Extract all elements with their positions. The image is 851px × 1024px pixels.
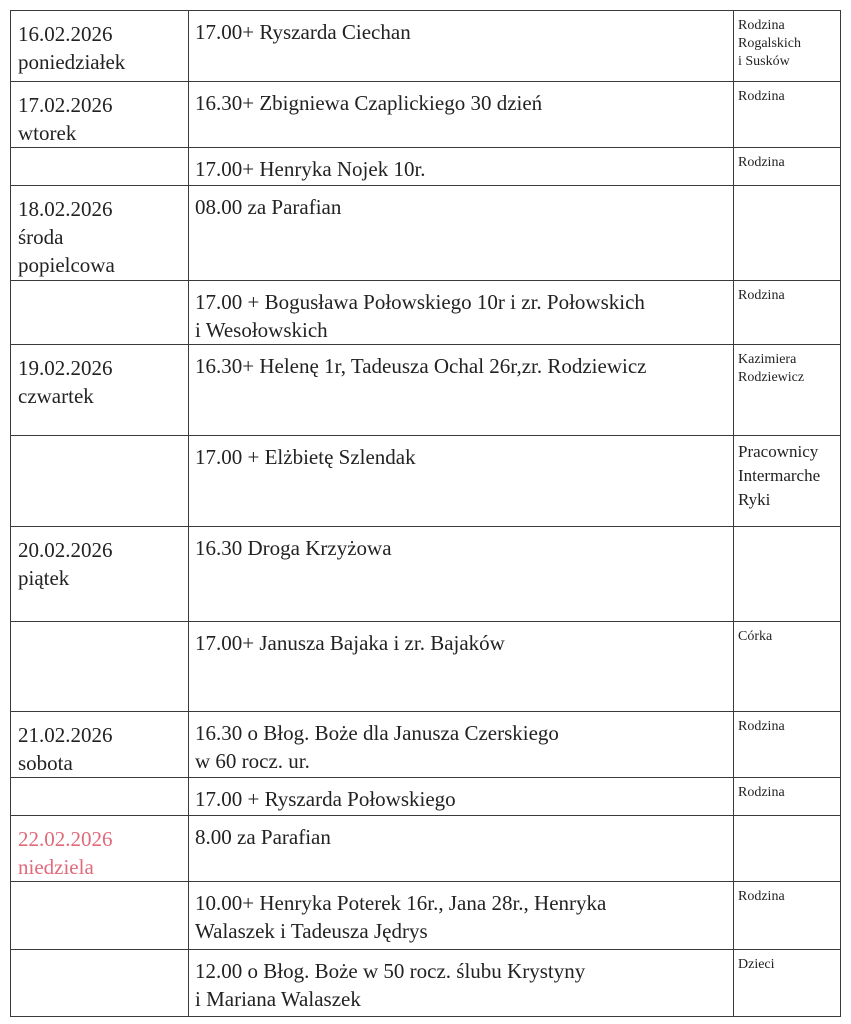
intention-cell — [189, 816, 734, 882]
intention-text: i Wesołowskich — [195, 318, 328, 342]
intention-text: 16.30+ Zbigniewa Czaplickiego 30 dzień — [195, 91, 543, 115]
date-text: 16.02.2026 — [18, 22, 113, 46]
table-row — [11, 527, 841, 622]
weekday-text: środa — [18, 225, 64, 249]
intention-cell — [189, 82, 734, 148]
intention-text: Walaszek i Tadeusza Jędrys — [195, 919, 428, 943]
intention-text: 17.00 + Bogusława Połowskiego 10r i zr. Połowskich — [195, 290, 645, 314]
date-cell — [11, 186, 189, 281]
weekday-note: popielcowa — [18, 253, 115, 277]
date-cell — [11, 281, 189, 345]
intention-text: 16.30+ Helenę 1r, Tadeusza Ochal 26r,zr. Rodziewicz — [195, 354, 647, 378]
date-cell — [11, 882, 189, 950]
requester-text: Rodzina — [738, 785, 785, 800]
requester-cell — [734, 436, 841, 527]
table-row — [11, 778, 841, 816]
intention-text: w 60 rocz. ur. — [195, 749, 310, 773]
requester-cell — [734, 622, 841, 712]
date-cell — [11, 82, 189, 148]
weekday-text: niedziela — [18, 855, 94, 879]
requester-cell — [734, 345, 841, 436]
date-text: 22.02.2026 — [18, 827, 113, 851]
intention-cell — [189, 11, 734, 82]
table-row — [11, 11, 841, 82]
intention-cell — [189, 950, 734, 1017]
weekday-text: piątek — [18, 566, 70, 590]
intention-text: i Mariana Walaszek — [195, 987, 361, 1011]
table-row — [11, 882, 841, 950]
intention-cell — [189, 622, 734, 712]
intentions-grid — [10, 10, 841, 1017]
date-cell — [11, 712, 189, 778]
requester-cell — [734, 527, 841, 622]
intention-text: 16.30 Droga Krzyżowa — [195, 536, 392, 560]
intention-cell — [189, 148, 734, 186]
requester-cell — [734, 778, 841, 816]
requester-text: Pracownicy — [738, 442, 819, 461]
requester-text: Rodzina — [738, 18, 785, 33]
date-cell — [11, 622, 189, 712]
weekday-text: wtorek — [18, 121, 77, 145]
intention-cell — [189, 882, 734, 950]
table-row — [11, 816, 841, 882]
intention-cell — [189, 527, 734, 622]
intention-text: 17.00+ Henryka Nojek 10r. — [195, 157, 426, 181]
date-text: 17.02.2026 — [18, 93, 113, 117]
weekday-text: sobota — [18, 751, 73, 775]
requester-text: Rodziewicz — [738, 370, 805, 385]
date-cell — [11, 148, 189, 186]
mass-intentions-table — [10, 10, 841, 1017]
intention-text: 17.00+ Janusza Bajaka i zr. Bajaków — [195, 631, 505, 655]
requester-cell — [734, 11, 841, 82]
table-row — [11, 950, 841, 1017]
intention-text: 16.30 o Błog. Boże dla Janusza Czerskiego — [195, 721, 559, 745]
date-text: 21.02.2026 — [18, 723, 113, 747]
requester-text: Rodzina — [738, 719, 785, 734]
requester-text: Rodzina — [738, 155, 785, 170]
requester-cell — [734, 281, 841, 345]
requester-text: Ryki — [738, 490, 771, 509]
requester-cell — [734, 148, 841, 186]
requester-text: Intermarche — [738, 466, 821, 485]
intention-text: 17.00+ Ryszarda Ciechan — [195, 20, 411, 44]
date-text: 20.02.2026 — [18, 538, 113, 562]
intention-text: 8.00 za Parafian — [195, 825, 331, 849]
requester-cell — [734, 712, 841, 778]
table-row — [11, 622, 841, 712]
weekday-text: poniedziałek — [18, 50, 126, 74]
requester-text: Rodzina — [738, 89, 785, 104]
requester-text: Rodzina — [738, 288, 785, 303]
intention-text: 12.00 o Błog. Boże w 50 rocz. ślubu Krystyny — [195, 959, 586, 983]
weekday-text: czwartek — [18, 384, 94, 408]
date-text: 19.02.2026 — [18, 356, 113, 380]
intention-text: 17.00 + Ryszarda Połowskiego — [195, 787, 456, 811]
intention-text: 08.00 za Parafian — [195, 195, 342, 219]
date-cell — [11, 436, 189, 527]
table-row — [11, 281, 841, 345]
requester-cell — [734, 186, 841, 281]
date-cell-sunday — [11, 816, 189, 882]
requester-cell — [734, 82, 841, 148]
requester-cell — [734, 816, 841, 882]
date-cell — [11, 950, 189, 1017]
date-cell — [11, 778, 189, 816]
date-text: 18.02.2026 — [18, 197, 113, 221]
intention-text: 10.00+ Henryka Poterek 16r., Jana 28r., Henryka — [195, 891, 607, 915]
requester-text: Dzieci — [738, 957, 775, 972]
requester-text: Rogalskich — [738, 36, 801, 51]
intention-cell — [189, 778, 734, 816]
table-row — [11, 148, 841, 186]
intention-cell — [189, 281, 734, 345]
table-row — [11, 345, 841, 436]
requester-cell — [734, 882, 841, 950]
table-row — [11, 82, 841, 148]
intention-cell — [189, 436, 734, 527]
date-cell — [11, 345, 189, 436]
requester-cell — [734, 950, 841, 1017]
requester-text: i Susków — [738, 54, 790, 69]
intention-cell — [189, 186, 734, 281]
date-cell — [11, 11, 189, 82]
date-cell — [11, 527, 189, 622]
table-row — [11, 712, 841, 778]
requester-text: Córka — [738, 629, 773, 644]
requester-text: Kazimiera — [738, 352, 797, 367]
intention-cell — [189, 712, 734, 778]
intention-text: 17.00 + Elżbietę Szlendak — [195, 445, 416, 469]
table-row — [11, 186, 841, 281]
table-row — [11, 436, 841, 527]
intention-cell — [189, 345, 734, 436]
requester-text: Rodzina — [738, 889, 785, 904]
